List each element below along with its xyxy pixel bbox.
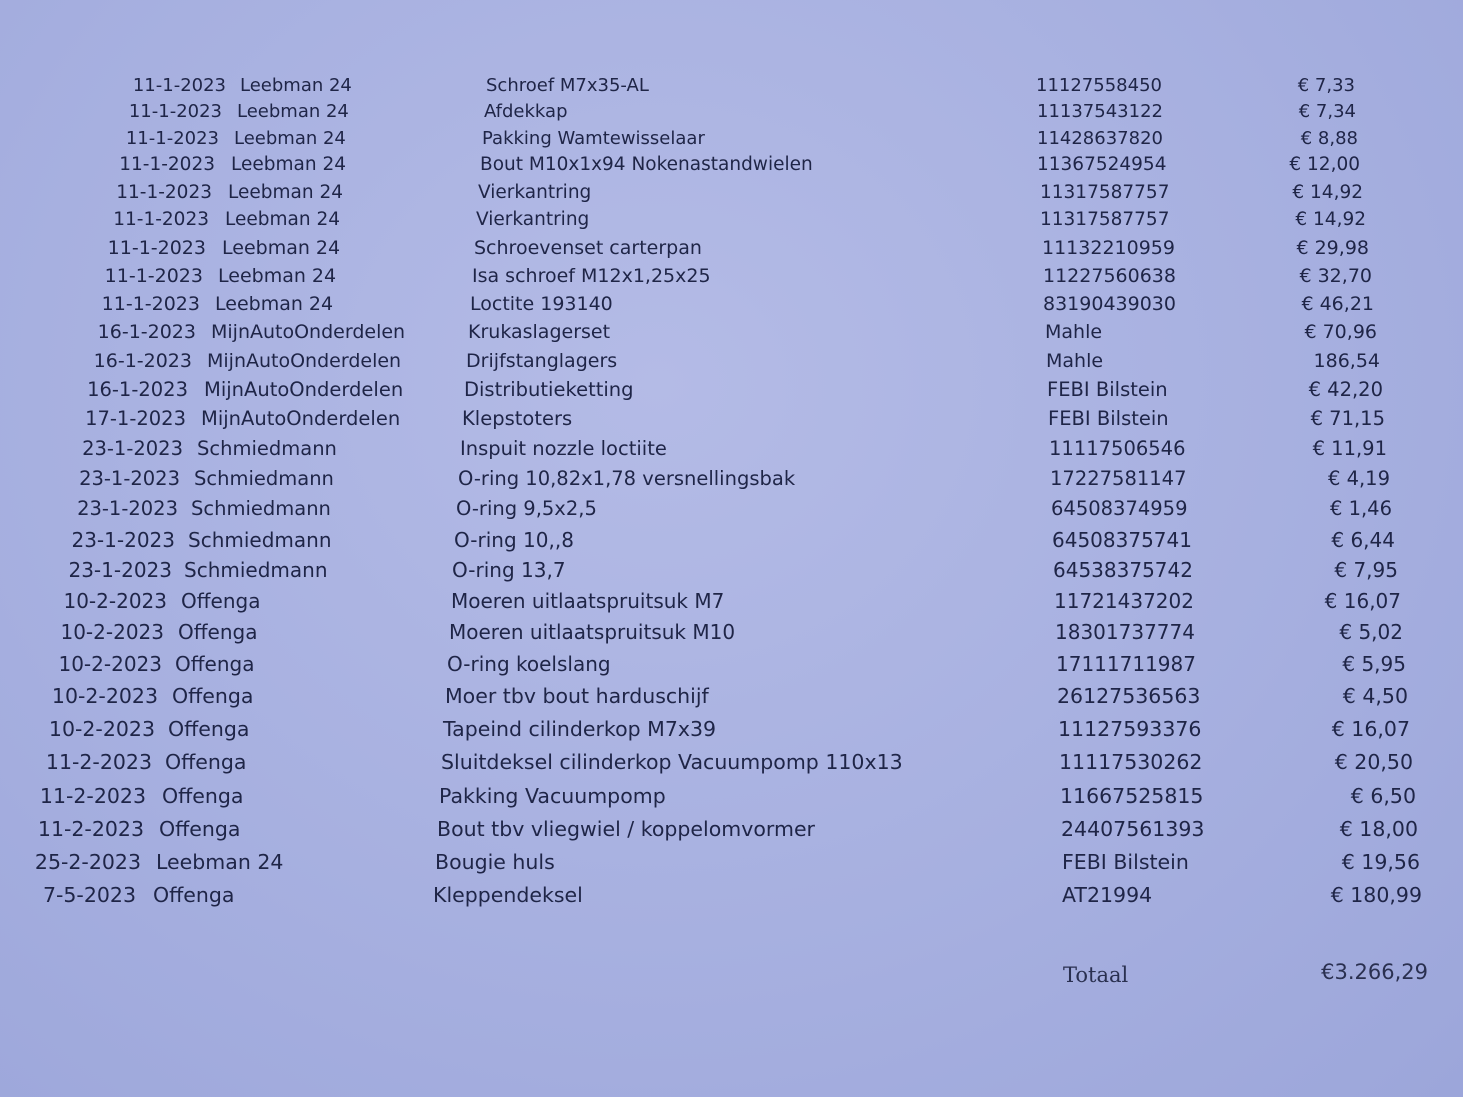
row-part-number: 17227581147 (1050, 467, 1187, 490)
row-description: Bout M10x1x94 Nokenastandwielen (480, 154, 813, 175)
total-label: Totaal (1063, 963, 1129, 987)
row-part-number: 17111711987 (1056, 652, 1196, 676)
row-description: Bougie huls (435, 850, 555, 874)
table-row (0, 347, 1463, 375)
row-supplier: MijnAutoOnderdelen (204, 378, 404, 401)
table-row (0, 151, 1463, 179)
row-part-number: Mahle (1045, 321, 1103, 343)
row-part-number: 11317587757 (1040, 209, 1170, 230)
row-supplier: Offenga (165, 750, 247, 774)
row-price: € 5,95 (1342, 652, 1406, 676)
row-price: € 6,44 (1331, 528, 1395, 552)
row-description: Bout tbv vliegwiel / koppelomvormer (437, 817, 815, 841)
row-price: € 8,88 (1300, 128, 1358, 149)
row-supplier: Leebman 24 (234, 128, 346, 149)
row-description: Sluitdeksel cilinderkop Vacuumpomp 110x13 (441, 750, 903, 774)
row-date: 25-2-2023 (34, 850, 141, 874)
row-date: 17-1-2023 (85, 407, 186, 430)
row-supplier: Schmiedmann (197, 437, 337, 460)
table-row (0, 682, 1463, 710)
row-description: Isa schroef M12x1,25x25 (472, 265, 711, 287)
row-date: 11-1-2023 (101, 293, 200, 315)
row-part-number: 64538375742 (1053, 558, 1193, 582)
table-row (0, 435, 1463, 463)
row-description: Distributieketting (464, 378, 634, 401)
table-row (0, 262, 1463, 290)
row-date: 23-1-2023 (82, 437, 183, 460)
row-date: 10-2-2023 (60, 620, 164, 644)
row-part-number: 11127593376 (1058, 717, 1202, 741)
row-date: 11-1-2023 (132, 75, 226, 96)
row-description: O-ring 9,5x2,5 (456, 497, 597, 520)
table-row (0, 318, 1463, 346)
row-date: 11-1-2023 (128, 101, 222, 122)
row-supplier: Offenga (172, 684, 254, 708)
table-row (0, 782, 1463, 810)
row-supplier: MijnAutoOnderdelen (211, 321, 406, 343)
row-date: 11-1-2023 (104, 265, 203, 287)
row-date: 11-1-2023 (125, 128, 219, 149)
row-supplier: Leebman 24 (156, 850, 284, 874)
table-row (0, 715, 1463, 743)
row-price: € 70,96 (1304, 321, 1377, 343)
row-part-number: 11132210959 (1042, 237, 1175, 259)
row-part-number: 11428637820 (1037, 128, 1163, 149)
table-row (0, 748, 1463, 776)
table-row (0, 526, 1463, 554)
row-description: Moeren uitlaatspruitsuk M7 (451, 589, 725, 613)
row-part-number: 24407561393 (1061, 817, 1205, 841)
row-price: € 16,07 (1324, 589, 1401, 613)
table-row (0, 618, 1463, 646)
row-description: Schroevenset carterpan (474, 237, 702, 259)
row-description: Vierkantring (476, 209, 590, 230)
row-description: Moer tbv bout harduschijf (445, 684, 709, 708)
row-supplier: Offenga (178, 620, 258, 644)
row-part-number: 11667525815 (1060, 784, 1204, 808)
row-date: 10-2-2023 (58, 652, 162, 676)
row-supplier: Leebman 24 (215, 293, 334, 315)
row-price: € 14,92 (1295, 209, 1366, 230)
row-part-number: FEBI Bilstein (1047, 378, 1168, 401)
row-description: Moeren uitlaatspruitsuk M10 (449, 620, 736, 644)
table-row (0, 206, 1463, 234)
row-part-number: 11117506546 (1049, 437, 1186, 460)
row-supplier: Schmiedmann (191, 497, 331, 520)
table-row (0, 815, 1463, 843)
table-row (0, 650, 1463, 678)
row-date: 16-1-2023 (97, 321, 196, 343)
row-price: € 5,02 (1339, 620, 1403, 644)
row-part-number: 11721437202 (1054, 589, 1194, 613)
table-row (0, 376, 1463, 404)
table-row (0, 881, 1463, 909)
row-description: Pakking Wamtewisselaar (482, 128, 705, 149)
row-supplier: Leebman 24 (231, 154, 346, 175)
row-description: Tapeind cilinderkop M7x39 (443, 717, 717, 741)
row-part-number: FEBI Bilstein (1062, 850, 1189, 874)
row-price: € 7,33 (1297, 75, 1355, 96)
row-description: O-ring 10,,8 (454, 528, 574, 552)
row-description: Klepstoters (462, 407, 573, 430)
row-date: 11-1-2023 (119, 154, 215, 175)
row-date: 10-2-2023 (48, 717, 155, 741)
table-row (0, 72, 1463, 100)
row-date: 11-2-2023 (37, 817, 144, 841)
row-part-number: 11137543122 (1037, 101, 1163, 122)
row-supplier: MijnAutoOnderdelen (207, 350, 402, 372)
row-part-number: 11367524954 (1037, 154, 1167, 175)
row-price: € 7,95 (1334, 558, 1398, 582)
row-description: Krukaslagerset (468, 321, 611, 343)
table-row (0, 848, 1463, 876)
row-part-number: Mahle (1046, 350, 1104, 372)
row-price: € 14,92 (1292, 182, 1363, 203)
row-date: 23-1-2023 (71, 528, 175, 552)
table-row (0, 556, 1463, 584)
row-date: 10-2-2023 (63, 589, 167, 613)
row-date: 11-2-2023 (39, 784, 146, 808)
row-description: O-ring 10,82x1,78 versnellingsbak (458, 467, 796, 490)
row-description: Afdekkap (484, 101, 568, 122)
row-supplier: Schmiedmann (194, 467, 334, 490)
table-row (0, 234, 1463, 262)
row-price: € 20,50 (1334, 750, 1413, 774)
total-value: €3.266,29 (1321, 960, 1428, 984)
row-date: 11-1-2023 (113, 209, 209, 230)
row-supplier: Offenga (159, 817, 241, 841)
table-row (0, 125, 1463, 153)
row-supplier: Offenga (175, 652, 255, 676)
row-description: O-ring koelslang (447, 652, 611, 676)
row-description: Vierkantring (478, 182, 592, 203)
row-supplier: MijnAutoOnderdelen (201, 407, 401, 430)
row-part-number: 11127558450 (1036, 75, 1162, 96)
row-date: 16-1-2023 (87, 378, 188, 401)
row-date: 23-1-2023 (68, 558, 172, 582)
row-part-number: 11227560638 (1043, 265, 1176, 287)
row-price: € 46,21 (1301, 293, 1374, 315)
row-supplier: Leebman 24 (218, 265, 337, 287)
row-supplier: Schmiedmann (188, 528, 332, 552)
row-price: € 6,50 (1350, 784, 1416, 808)
row-description: Pakking Vacuumpomp (439, 784, 666, 808)
row-description: Loctite 193140 (470, 293, 613, 315)
table-row (0, 495, 1463, 523)
row-price: € 71,15 (1310, 407, 1385, 430)
row-date: 11-1-2023 (116, 182, 212, 203)
row-part-number: FEBI Bilstein (1048, 407, 1169, 430)
row-supplier: Leebman 24 (237, 101, 349, 122)
row-description: Schroef M7x35-AL (486, 75, 649, 96)
row-price: € 16,07 (1331, 717, 1410, 741)
row-price: € 4,50 (1342, 684, 1408, 708)
row-price: 186,54 (1313, 350, 1380, 372)
row-price: € 29,98 (1296, 237, 1369, 259)
row-part-number: 26127536563 (1057, 684, 1201, 708)
row-price: € 4,19 (1327, 467, 1390, 490)
table-row (0, 98, 1463, 126)
row-price: € 180,99 (1330, 883, 1422, 907)
row-part-number: 83190439030 (1043, 293, 1176, 315)
row-part-number: 11117530262 (1059, 750, 1203, 774)
row-date: 7-5-2023 (42, 883, 136, 907)
table-row (0, 405, 1463, 433)
row-price: € 18,00 (1339, 817, 1418, 841)
row-supplier: Offenga (168, 717, 250, 741)
table-row (0, 587, 1463, 615)
row-date: 11-1-2023 (107, 237, 206, 259)
row-supplier: Leebman 24 (225, 209, 340, 230)
row-part-number: AT21994 (1062, 883, 1153, 907)
table-row (0, 290, 1463, 318)
row-supplier: Offenga (153, 883, 235, 907)
row-date: 16-1-2023 (93, 350, 192, 372)
row-part-number: 64508375741 (1052, 528, 1192, 552)
row-supplier: Leebman 24 (222, 237, 341, 259)
row-date: 10-2-2023 (51, 684, 158, 708)
row-supplier: Leebman 24 (240, 75, 352, 96)
row-price: € 32,70 (1299, 265, 1372, 287)
row-description: O-ring 13,7 (452, 558, 566, 582)
row-description: Kleppendeksel (433, 883, 583, 907)
row-supplier: Offenga (162, 784, 244, 808)
row-part-number: 18301737774 (1055, 620, 1195, 644)
row-price: € 42,20 (1308, 378, 1383, 401)
row-part-number: 64508374959 (1051, 497, 1188, 520)
table-row (0, 179, 1463, 207)
row-description: Inspuit nozzle loctiite (460, 437, 667, 460)
row-date: 23-1-2023 (79, 467, 180, 490)
row-price: € 1,46 (1329, 497, 1392, 520)
row-price: € 11,91 (1312, 437, 1387, 460)
row-price: € 19,56 (1341, 850, 1420, 874)
row-price: € 12,00 (1289, 154, 1360, 175)
row-price: € 7,34 (1298, 101, 1356, 122)
table-row (0, 465, 1463, 493)
row-description: Drijfstanglagers (466, 350, 618, 372)
row-date: 11-2-2023 (45, 750, 152, 774)
row-date: 23-1-2023 (77, 497, 178, 520)
row-supplier: Leebman 24 (228, 182, 343, 203)
row-supplier: Offenga (181, 589, 261, 613)
row-part-number: 11317587757 (1040, 182, 1170, 203)
row-supplier: Schmiedmann (184, 558, 328, 582)
